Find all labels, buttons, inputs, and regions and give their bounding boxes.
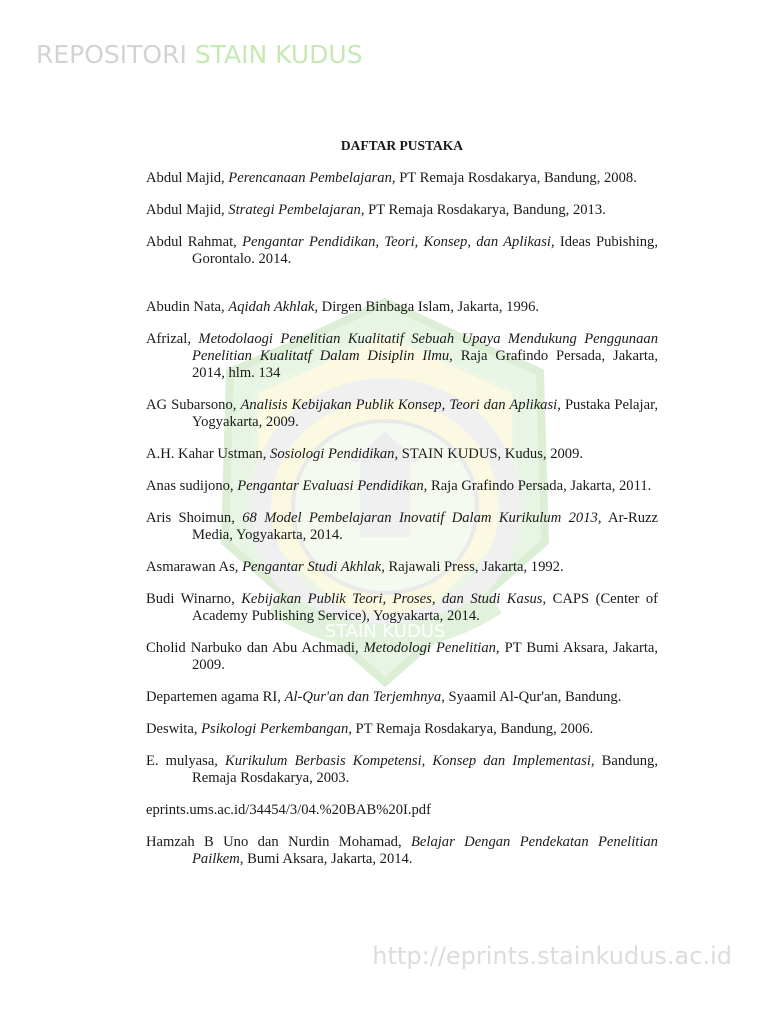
document-page xyxy=(146,134,658,883)
reference-title: Pengantar Studi Akhlak, xyxy=(242,559,385,575)
reference-title: Sosiologi Pendidikan, xyxy=(270,446,399,462)
reference-publisher: , CAPS (Center of Academy Publishing Service), Yogyakarta, 2014. xyxy=(192,591,658,624)
reference-title: Belajar Dengan Pendekatan Penelitian Pailkem xyxy=(192,834,658,867)
reference-publisher: PT Bumi Aksara, Jakarta, 2009. xyxy=(192,640,659,673)
reference-publisher: , Ar-Ruzz Media, Yogyakarta, 2014. xyxy=(192,510,659,543)
reference-item xyxy=(146,299,658,316)
reference-item xyxy=(146,689,658,706)
reference-author: Asmarawan As, xyxy=(146,559,243,575)
reference-publisher: , PT Remaja Rosdakarya, Bandung, 2013. xyxy=(360,202,606,218)
reference-item xyxy=(146,397,658,431)
reference-publisher: Bandung, Remaja Rosdakarya, 2003. xyxy=(192,753,658,786)
reference-author: Afrizal, xyxy=(146,331,199,347)
reference-author: Deswita, xyxy=(146,721,202,737)
reference-publisher: Dirgen Binbaga Islam, Jakarta, 1996. xyxy=(318,299,540,315)
reference-item xyxy=(146,510,658,544)
watermark-stain-kudus-text: STAIN KUDUS xyxy=(194,40,363,69)
reference-publisher: PT Remaja Rosdakarya, Bandung, 2008. xyxy=(395,170,637,186)
reference-author: A.H. Kahar Ustman, xyxy=(146,446,271,462)
reference-publisher: , Bumi Aksara, Jakarta, 2014. xyxy=(239,851,413,867)
eprints-url-watermark: http://eprints.stainkudus.ac.id xyxy=(372,942,732,970)
reference-item xyxy=(146,591,658,625)
reference-title: Pengantar Pendidikan, Teori, Konsep, dan Aplikasi, xyxy=(242,234,555,250)
reference-publisher: , Pustaka Pelajar, Yogyakarta, 2009. xyxy=(192,397,658,430)
reference-item xyxy=(146,834,658,868)
reference-item xyxy=(146,234,658,268)
reference-item xyxy=(146,559,658,576)
reference-publisher: , Raja Grafindo Persada, Jakarta, 2011. xyxy=(423,478,652,494)
reference-author: eprints.ums.ac.id/34454/3/04.%20BAB%20I.pdf xyxy=(146,802,431,818)
reference-item xyxy=(146,170,658,187)
repository-watermark xyxy=(36,42,363,67)
reference-author: Departemen agama RI, xyxy=(146,689,285,705)
reference-publisher: PT Remaja Rosdakarya, Bandung, 2006. xyxy=(351,721,594,737)
reference-publisher: STAIN KUDUS, Kudus, 2009. xyxy=(398,446,584,462)
reference-publisher: , Raja Grafindo Persada, Jakarta, 2014, hlm. 134 xyxy=(192,348,658,381)
reference-title: Kebijakan Publik Teori, Proses, dan Studi Kasus xyxy=(241,591,543,607)
reference-author: E. mulyasa, xyxy=(146,753,226,769)
reference-item xyxy=(146,478,658,495)
seal-stain-kudus-text: STAIN KUDUS xyxy=(324,621,446,642)
reference-author: Abudin Nata, xyxy=(146,299,229,315)
reference-item xyxy=(146,331,658,382)
reference-author: Hamzah B Uno dan Nurdin Mohamad, xyxy=(146,834,411,850)
reference-item xyxy=(146,640,658,674)
reference-author: AG Subarsono, xyxy=(146,397,241,413)
reference-title: , 68 Model Pembelajaran Inovatif Dalam Kurikulum 2013 xyxy=(231,510,598,526)
reference-item xyxy=(146,802,658,819)
reference-title: Psikologi Perkembangan, xyxy=(201,721,352,737)
reference-author: Abdul Majid, xyxy=(146,202,229,218)
reference-publisher: , Syaamil Al-Qur'an, Bandung. xyxy=(441,689,622,705)
reference-title: Metodologi Penelitian, xyxy=(363,640,500,656)
reference-author: Budi Winarno, xyxy=(146,591,242,607)
reference-title: Pengantar Evaluasi Pendidikan xyxy=(237,478,424,494)
reference-item xyxy=(146,753,658,787)
reference-title: Kurikulum Berbasis Kompetensi, Konsep dan Implementasi, xyxy=(225,753,595,769)
reference-author: Aris Shoimun xyxy=(146,510,232,526)
reference-title: Al-Qur'an dan Terjemhnya xyxy=(284,689,442,705)
reference-title: Analisis Kebijakan Publik Konsep, Teori dan Aplikasi xyxy=(240,397,558,413)
reference-author: Anas sudijono, xyxy=(146,478,238,494)
reference-item xyxy=(146,446,658,463)
reference-publisher: Ideas Pubishing, Gorontalo. 2014. xyxy=(192,234,658,267)
reference-title: Perencanaan Pembelajaran, xyxy=(228,170,396,186)
reference-author: Abdul Rahmat, xyxy=(146,234,243,250)
reference-item xyxy=(146,202,658,219)
reference-title: Strategi Pembelajaran xyxy=(228,202,361,218)
reference-author: Abdul Majid, xyxy=(146,170,229,186)
page-title: DAFTAR PUSTAKA xyxy=(340,138,464,153)
reference-publisher: Rajawali Press, Jakarta, 1992. xyxy=(384,559,564,575)
reference-item xyxy=(146,721,658,738)
reference-list xyxy=(146,170,658,868)
reference-title: Aqidah Akhlak, xyxy=(228,299,318,315)
reference-title: Metodolaogi Penelitian Kualitatif Sebuah Upaya Mendukung Penggunaan Penelitian Kualitatf Dalam Disiplin Ilmu xyxy=(192,331,658,364)
watermark-repositori-text: REPOSITORI xyxy=(36,40,195,69)
reference-author: Cholid Narbuko dan Abu Achmadi, xyxy=(146,640,364,656)
